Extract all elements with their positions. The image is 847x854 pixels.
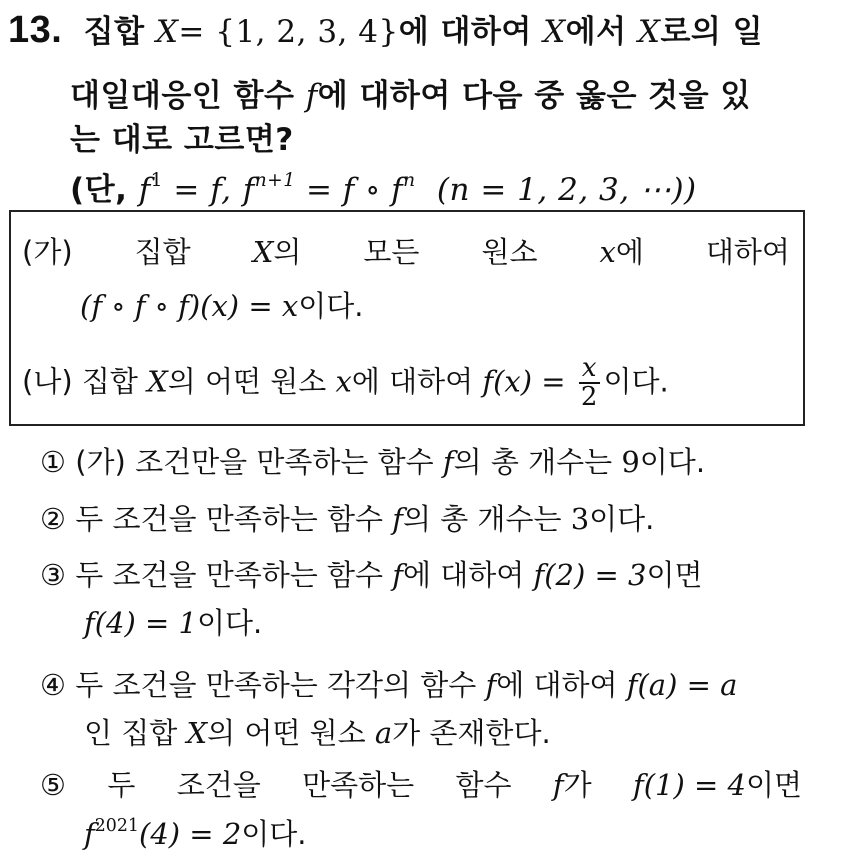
condition-na-label: (나) (22, 364, 73, 399)
option-1[interactable]: ① (가) 조건만을 만족하는 함수 f의 총 개수는 9이다. (40, 445, 706, 479)
option-2[interactable]: ② 두 조건을 만족하는 함수 f의 총 개수는 3이다. (40, 502, 655, 536)
question-line-3: 는 대로 고르면? (70, 122, 294, 158)
question-note: (단, $f^1 = f$, $f^{n+1} = f$ ∘ $f^n$ (n = 1, 2, 3, ⋯)) (70, 170, 697, 208)
option-5-mark: ⑤ (40, 768, 66, 802)
option-3[interactable]: ③ 두 조건을 만족하는 함수 f에 대하여 f(2) = 3이면 (40, 558, 703, 592)
option-3-line-2: f(4) = 1이다. (84, 606, 263, 640)
option-4[interactable]: ④ 두 조건을 만족하는 각각의 함수 f에 대하여 f(a) = a (40, 668, 738, 702)
option-5[interactable]: ⑤ 두 조건을 만족하는 함수 f가 f(1) = 4이면 (40, 768, 802, 802)
option-5-line-2: $f^{2021}(4) = 2$이다. (84, 815, 307, 851)
condition-ga-expression: (f ∘ f ∘ f)(x) = x이다. (80, 289, 364, 323)
question-line-2: 대일대응인 함수 f에 대하여 다음 중 옳은 것을 있 (70, 78, 751, 114)
question-line-1: 13. 집합 X= {1, 2, 3, 4}에 대하여 X에서 X로의 일 (8, 9, 764, 51)
option-4-mark: ④ (40, 668, 66, 702)
question-number: 13. (8, 9, 63, 51)
option-4-line-2: 인 집합 X의 어떤 원소 a가 존재한다. (84, 716, 551, 750)
condition-ga: (가) 집합 X의 모든 원소 x에 대하여 (22, 230, 790, 271)
condition-ga-label: (가) (22, 235, 73, 269)
option-3-mark: ③ (40, 558, 66, 592)
option-2-mark: ② (40, 502, 66, 536)
option-1-mark: ① (40, 445, 66, 479)
fraction-x-over-2: $\frac{x}{2}$ (579, 355, 600, 412)
condition-na: (나) 집합 X의 어떤 원소 x에 대하여 f(x) = $\frac{x}{2}$ 이다. (22, 353, 669, 413)
